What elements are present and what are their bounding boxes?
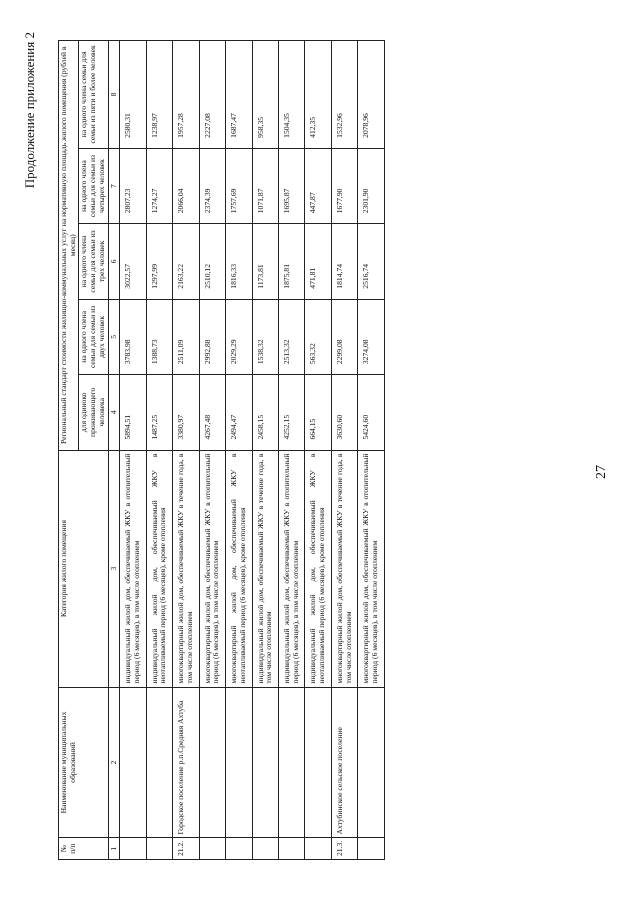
row-number [199, 838, 225, 860]
cost-value: 2374,39 [199, 148, 225, 223]
table-body [120, 41, 384, 860]
cost-value: 2301,90 [358, 148, 384, 223]
cost-value: 1504,35 [278, 41, 304, 149]
row-number [252, 838, 278, 860]
row-number [226, 838, 252, 860]
column-number: 5 [108, 299, 120, 374]
housing-category: индивидуальный жилой дом, обеспечиваемый ЖКУ в неотапливаемый период (6 месяцев), кроме отопления [305, 450, 331, 687]
cost-value: 563,32 [305, 299, 331, 374]
cost-value: 1532,96 [331, 41, 357, 149]
cost-value: 1487,25 [146, 375, 172, 450]
municipality-name [226, 687, 252, 838]
cost-value: 1173,81 [252, 224, 278, 299]
cost-value: 1687,47 [226, 41, 252, 149]
cost-value: 1875,81 [278, 224, 304, 299]
column-number: 1 [108, 838, 120, 860]
column-numbers-row [108, 41, 120, 860]
cost-value: 2580,31 [120, 41, 146, 149]
cost-value: 1274,27 [146, 148, 172, 223]
cost-value: 2029,29 [226, 299, 252, 374]
cost-value: 2511,09 [173, 299, 199, 374]
table-row [120, 41, 146, 860]
cost-value: 1757,69 [226, 148, 252, 223]
cost-value: 1297,99 [146, 224, 172, 299]
housing-category: индивидуальный жилой дом, обеспечиваемый ЖКУ в отопительный период (6 месяцев), в том числе отоплением [278, 450, 304, 687]
row-number [146, 838, 172, 860]
table-row [358, 41, 384, 860]
table-row [331, 41, 357, 860]
cost-value: 664,15 [305, 375, 331, 450]
cost-value: 2516,74 [358, 224, 384, 299]
municipality-name [278, 687, 304, 838]
cost-value: 3022,57 [120, 224, 146, 299]
cost-value: 1695,87 [278, 148, 304, 223]
housing-category: индивидуальный жилой дом, обеспечиваемый ЖКУ в неотапливаемый период (6 месяцев), кроме отопления [146, 450, 172, 687]
cost-value: 3630,60 [331, 375, 357, 450]
housing-category: многоквартирный жилой дом, обеспечиваемый ЖКУ в отопительный период (6 месяцев), в том числе отоплением [199, 450, 225, 687]
cost-value: 4267,48 [199, 375, 225, 450]
continuation-title: Продолжение приложения 2 [22, 32, 37, 189]
header-sub-2: на одного члена семьи для семьи из двух человек [79, 299, 108, 374]
municipality-name [199, 687, 225, 838]
row-number [120, 838, 146, 860]
cost-value: 412,35 [305, 41, 331, 149]
cost-value: 2066,04 [173, 148, 199, 223]
housing-category: многоквартирный жилой дом, обеспечиваемый ЖКУ в течение года, в том числе отоплением [173, 450, 199, 687]
header-num: № п/п [59, 838, 109, 860]
column-number: 7 [108, 148, 120, 223]
table-row [146, 41, 172, 860]
cost-value: 2510,12 [199, 224, 225, 299]
municipality-name [146, 687, 172, 838]
cost-value: 1677,90 [331, 148, 357, 223]
cost-value: 3783,98 [120, 299, 146, 374]
cost-value: 2458,15 [252, 375, 278, 450]
column-number: 3 [108, 450, 120, 687]
cost-value: 1538,32 [252, 299, 278, 374]
cost-value: 2494,47 [226, 375, 252, 450]
row-number [278, 838, 304, 860]
table-row [173, 41, 199, 860]
column-number: 4 [108, 375, 120, 450]
cost-value: 5894,51 [120, 375, 146, 450]
cost-value: 1388,73 [146, 299, 172, 374]
cost-value: 1071,87 [252, 148, 278, 223]
housing-category: индивидуальный жилой дом, обеспечиваемый ЖКУ в течение года, в том числе отоплением [252, 450, 278, 687]
cost-value: 3274,08 [358, 299, 384, 374]
housing-category: многоквартирный жилой дом, обеспечиваемый ЖКУ в течение года, в том числе отоплением [331, 450, 357, 687]
municipality-name [305, 687, 331, 838]
row-number [305, 838, 331, 860]
cost-value: 2078,96 [358, 41, 384, 149]
municipality-name [358, 687, 384, 838]
table-row [252, 41, 278, 860]
cost-value: 3380,97 [173, 375, 199, 450]
cost-value: 2227,08 [199, 41, 225, 149]
header-sub-1: для одиноко проживающего человека [79, 375, 108, 450]
housing-category: индивидуальный жилой дом, обеспечиваемый ЖКУ в отопительный период (6 месяцев), в том числе отоплением [120, 450, 146, 687]
header-name: Наименование муниципальных образований [59, 687, 109, 838]
housing-category: многоквартирный жилой дом, обеспечиваемый ЖКУ в отопительный период (6 месяцев), в том числе отоплением [358, 450, 384, 687]
cost-value: 2513,32 [278, 299, 304, 374]
housing-category: многоквартирный жилой дом, обеспечиваемый ЖКУ в неотапливаемый период (6 месяцев), кроме отопления [226, 450, 252, 687]
standard-cost-table [58, 40, 385, 860]
municipality-name [120, 687, 146, 838]
cost-value: 2299,08 [331, 299, 357, 374]
municipality-name [252, 687, 278, 838]
municipality-name: Городское поселение р.п.Средняя Ахтуба [173, 687, 199, 838]
cost-value: 958,35 [252, 41, 278, 149]
cost-value: 1814,74 [331, 224, 357, 299]
cost-value: 2807,23 [120, 148, 146, 223]
row-number: 21.2. [173, 838, 199, 860]
table-row [226, 41, 252, 860]
header-category: Категория жилого помещения [59, 450, 109, 687]
column-number: 6 [108, 224, 120, 299]
header-sub-5: на одного члена семьи для семьи из пяти и более человек [79, 41, 108, 149]
page-number: 27 [594, 465, 609, 479]
cost-value: 447,87 [305, 148, 331, 223]
column-number: 2 [108, 687, 120, 838]
cost-value: 1238,97 [146, 41, 172, 149]
table-row [199, 41, 225, 860]
row-number: 21.3. [331, 838, 357, 860]
column-number: 8 [108, 41, 120, 149]
cost-value: 1957,28 [173, 41, 199, 149]
table-row [305, 41, 331, 860]
row-number [358, 838, 384, 860]
header-group: Региональный стандарт стоимости жилищно-коммунальных услуг на нормативную площадь жилого помещения (рублей в месяц) [59, 41, 79, 451]
cost-value: 2163,22 [173, 224, 199, 299]
cost-value: 2992,88 [199, 299, 225, 374]
cost-value: 471,81 [305, 224, 331, 299]
cost-value: 5424,60 [358, 375, 384, 450]
cost-value: 1816,33 [226, 224, 252, 299]
header-sub-3: на одного члена семьи для семьи из трех человек [79, 224, 108, 299]
table-row [278, 41, 304, 860]
header-sub-4: на одного члена семьи для семьи из четырех человек [79, 148, 108, 223]
cost-value: 4252,15 [278, 375, 304, 450]
municipality-name: Ахтубинское сельское поселение [331, 687, 357, 838]
